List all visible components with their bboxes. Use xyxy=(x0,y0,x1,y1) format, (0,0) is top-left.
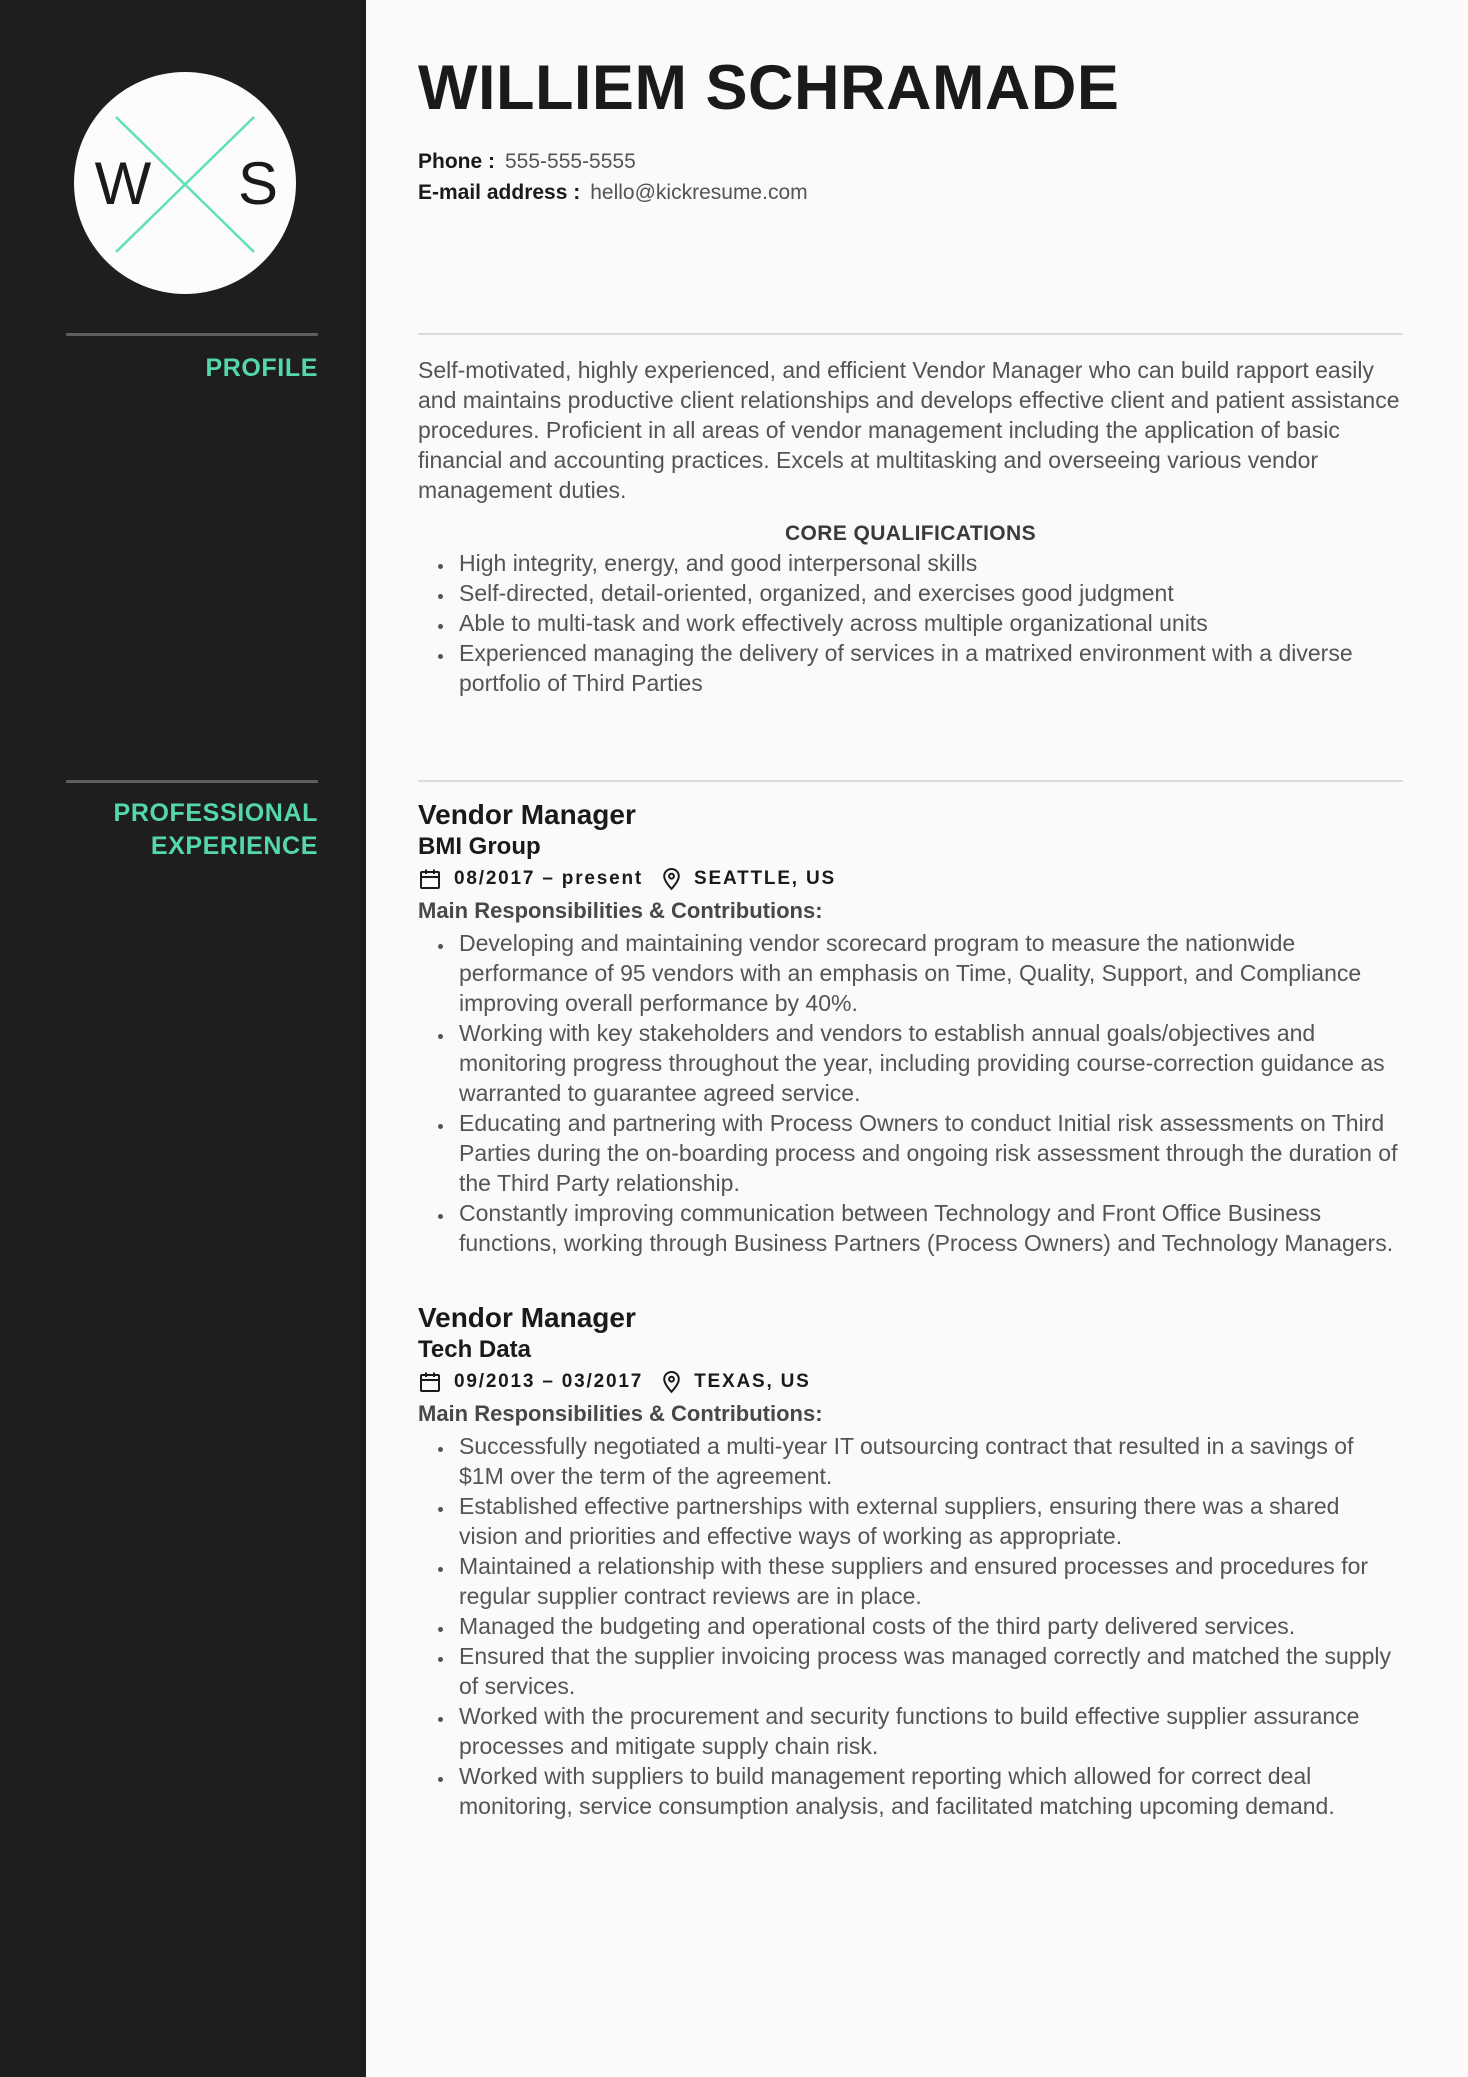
job-bullets xyxy=(418,1431,1403,1821)
list-item: • Experienced managing the delivery of services in a matrixed environment with a diverse portfolio of Third Parties xyxy=(455,638,1403,698)
list-item: • Worked with suppliers to build management reporting which allowed for correct deal monitoring, service consumption analysis, and facilitated matching upcoming demand. xyxy=(455,1761,1403,1821)
profile-section xyxy=(418,333,1403,698)
list-item: • Working with key stakeholders and vendors to establish annual goals/objectives and monitoring progress throughout the year, including providing course-correction guidance as warranted to guarantee agreed service. xyxy=(455,1018,1403,1108)
job-location: TEXAS, US xyxy=(694,1371,811,1392)
sidebar-divider xyxy=(66,333,318,336)
job-meta xyxy=(418,1370,1403,1394)
list-item: • Constantly improving communication between Technology and Front Office Business functions, working through Business Partners (Process Owners) and Technology Managers. xyxy=(455,1198,1403,1258)
sidebar-section-experience-line2: EXPERIENCE xyxy=(150,832,318,860)
responsibilities-label: Main Responsibilities & Contributions: xyxy=(418,1401,823,1426)
list-item: • High integrity, energy, and good interpersonal skills xyxy=(455,548,1403,578)
list-item: • Ensured that the supplier invoicing process was managed correctly and matched the supply of services. xyxy=(455,1641,1403,1701)
monogram-logo xyxy=(73,71,297,295)
job-dates: 09/2013 – 03/2017 xyxy=(454,1371,644,1392)
sidebar-divider xyxy=(66,780,318,783)
list-item: • Self-directed, detail-oriented, organized, and exercises good judgment xyxy=(455,578,1403,608)
sidebar-section-experience xyxy=(0,797,318,863)
location-pin-icon xyxy=(661,1370,682,1394)
email-link[interactable]: hello@kickresume.com xyxy=(590,181,808,204)
core-qualifications-title: CORE QUALIFICATIONS xyxy=(784,522,1037,545)
sidebar-section-profile: PROFILE xyxy=(205,354,318,382)
person-name: WILLIEM SCHRAMADE xyxy=(418,53,1120,123)
job-dates: 08/2017 – present xyxy=(454,868,644,889)
list-item: • Established effective partnerships with external suppliers, ensuring there was a shared vision and priorities and effective ways of working as appropriate. xyxy=(455,1491,1403,1551)
job-entry xyxy=(418,1300,1403,1821)
email-label: E-mail address : xyxy=(418,181,581,204)
job-title: Vendor Manager xyxy=(418,1302,636,1333)
logo-initial-left: W xyxy=(94,150,152,217)
job-bullets xyxy=(418,928,1403,1258)
job-company: Tech Data xyxy=(418,1336,531,1363)
phone-label: Phone : xyxy=(418,150,495,173)
list-item: • Managed the budgeting and operational costs of the third party delivered services. xyxy=(455,1611,1403,1641)
email-row xyxy=(418,177,1403,208)
resume-header xyxy=(418,52,1403,208)
phone-row xyxy=(418,146,1403,177)
experience-section xyxy=(418,780,1403,1821)
job-entry xyxy=(418,797,1403,1258)
job-title: Vendor Manager xyxy=(418,799,636,830)
sidebar-section-experience-line1: PROFESSIONAL xyxy=(113,799,318,827)
location-pin-icon xyxy=(661,867,682,891)
contact-block xyxy=(418,146,1403,208)
list-item: • Able to multi-task and work effectively across multiple organizational units xyxy=(455,608,1403,638)
job-location: SEATTLE, US xyxy=(694,868,836,889)
list-item: • Worked with the procurement and security functions to build effective supplier assurance processes and mitigate supply chain risk. xyxy=(455,1701,1403,1761)
list-item: • Educating and partnering with Process Owners to conduct Initial risk assessments on Third Parties during the on-boarding process and ongoing risk assessment through the duration of the Third Party relationship. xyxy=(455,1108,1403,1198)
job-meta xyxy=(418,867,1403,891)
calendar-icon xyxy=(418,867,442,891)
list-item: • Successfully negotiated a multi-year IT outsourcing contract that resulted in a savings of $1M over the term of the agreement. xyxy=(455,1431,1403,1491)
job-company: BMI Group xyxy=(418,833,541,860)
logo-initial-right: S xyxy=(237,150,279,217)
section-divider xyxy=(418,780,1403,782)
phone-value: 555-555-5555 xyxy=(505,150,636,173)
profile-summary: Self-motivated, highly experienced, and efficient Vendor Manager who can build rapport easily and maintains productive client relationships and develops effective client and patient assistance procedures. Proficient in all areas of vendor management including the application of basic financial and accounting practices. Excels at multitasking and overseeing various vendor management duties. xyxy=(418,357,1400,503)
list-item: • Developing and maintaining vendor scorecard program to measure the nationwide performance of 95 vendors with an emphasis on Time, Quality, Support, and Compliance improving overall performance by 40%. xyxy=(455,928,1403,1018)
core-qualifications-list xyxy=(418,548,1403,698)
email-value[interactable] xyxy=(590,181,807,204)
sidebar xyxy=(0,0,366,2077)
list-item: • Maintained a relationship with these suppliers and ensured processes and procedures for regular supplier contract reviews are in place. xyxy=(455,1551,1403,1611)
section-divider xyxy=(418,333,1403,335)
responsibilities-label: Main Responsibilities & Contributions: xyxy=(418,898,823,923)
calendar-icon xyxy=(418,1370,442,1394)
